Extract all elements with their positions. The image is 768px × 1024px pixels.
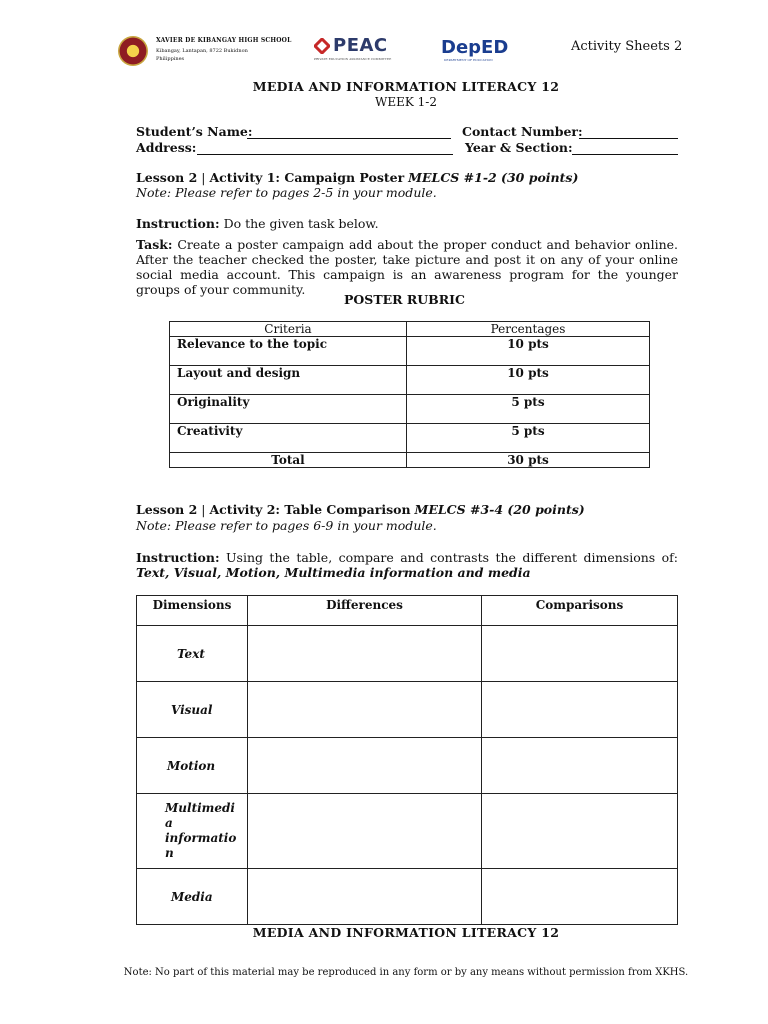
poster-rubric-table (169, 321, 650, 468)
school-name: XAVIER DE KIBANGAY HIGH SCHOOL (156, 37, 292, 44)
comparisons-cell[interactable] (482, 626, 678, 682)
week-label: WEEK 1-2 (375, 95, 437, 109)
rubric-title: POSTER RUBRIC (344, 292, 465, 307)
table-row (137, 596, 678, 626)
footer-note: Note: No part of this material may be reproduced in any form or by any means without permission from XKHS. (123, 967, 689, 978)
activity1-heading: Lesson 2 | Activity 1: Campaign Poster MELCS #1-2 (30 points) (136, 170, 579, 185)
rubric-criteria: Relevance to the topic (170, 337, 407, 366)
table-header-differences: Differences (248, 596, 482, 626)
comparison-table (136, 595, 678, 925)
activity1-instruction: Instruction: Do the given task below. (136, 216, 379, 231)
differences-cell[interactable] (248, 738, 482, 794)
differences-cell[interactable] (248, 869, 482, 925)
table-row (137, 738, 678, 794)
dimension-label: Multimedia informatio n (137, 794, 248, 869)
activity-sheets-label: Activity Sheets 2 (571, 39, 683, 54)
student-name-label: Student’s Name: (136, 124, 253, 139)
table-row (137, 626, 678, 682)
comparisons-cell[interactable] (482, 794, 678, 869)
rubric-points: 10 pts (407, 337, 650, 366)
rubric-total-label: Total (170, 453, 407, 468)
rubric-total-points: 30 pts (407, 453, 650, 468)
table-row (170, 395, 650, 424)
dimension-label: Visual (137, 682, 248, 738)
table-row (170, 366, 650, 395)
rubric-points: 5 pts (407, 424, 650, 453)
school-seal-icon (118, 36, 148, 66)
table-header-comparisons: Comparisons (482, 596, 678, 626)
rubric-points: 10 pts (407, 366, 650, 395)
activity2-instruction: Instruction: Using the table, compare and contrasts the different dimensions of: Text, Visual, Motion, Multimedia information and media (136, 550, 678, 580)
year-section-label: Year & Section: (465, 140, 573, 155)
dimension-label: Motion (137, 738, 248, 794)
address-label: Address: (136, 140, 197, 155)
contact-number-line[interactable] (579, 138, 678, 139)
peac-logo-icon (314, 38, 330, 54)
rubric-header-percentages: Percentages (407, 322, 650, 337)
rubric-header-criteria: Criteria (170, 322, 407, 337)
contact-number-label: Contact Number: (462, 124, 583, 139)
comparisons-cell[interactable] (482, 738, 678, 794)
differences-cell[interactable] (248, 626, 482, 682)
rubric-criteria: Creativity (170, 424, 407, 453)
activity1-note: Note: Please refer to pages 2-5 in your module. (136, 185, 437, 200)
dimension-label: Text (137, 626, 248, 682)
student-name-line[interactable] (247, 138, 451, 139)
table-row (170, 453, 650, 468)
differences-cell[interactable] (248, 794, 482, 869)
table-row (137, 794, 678, 869)
peac-logo-text: PEAC (333, 35, 388, 56)
activity1-task: Task: Create a poster campaign add about the proper conduct and behavior online. After the teacher checked the poster, take picture and post it on any of your online social media account. This campaign is an awareness program for the younger groups of your community. (136, 237, 678, 297)
rubric-points: 5 pts (407, 395, 650, 424)
school-address: Kibangay, Lantapan, 8722 Bukidnon Philippines (156, 48, 248, 62)
activity2-note: Note: Please refer to pages 6-9 in your module. (136, 518, 437, 533)
peac-logo-subtitle: PRIVATE EDUCATION ASSISTANCE COMMITTEE (314, 57, 392, 61)
deped-logo-subtitle: DEPARTMENT OF EDUCATION (444, 58, 493, 62)
activity2-heading: Lesson 2 | Activity 2: Table Comparison MELCS #3-4 (20 points) (136, 502, 585, 517)
deped-logo-text: DepED (441, 37, 509, 58)
comparisons-cell[interactable] (482, 682, 678, 738)
table-row (170, 322, 650, 337)
rubric-criteria: Originality (170, 395, 407, 424)
table-row (170, 337, 650, 366)
year-section-line[interactable] (572, 154, 678, 155)
table-row (137, 682, 678, 738)
dimension-label: Media (137, 869, 248, 925)
differences-cell[interactable] (248, 682, 482, 738)
table-row (170, 424, 650, 453)
address-line[interactable] (197, 154, 453, 155)
table-header-dimensions: Dimensions (137, 596, 248, 626)
bottom-title: MEDIA AND INFORMATION LITERACY 12 (252, 925, 560, 940)
table-row (137, 869, 678, 925)
document-title: MEDIA AND INFORMATION LITERACY 12 (252, 79, 560, 94)
comparisons-cell[interactable] (482, 869, 678, 925)
rubric-criteria: Layout and design (170, 366, 407, 395)
